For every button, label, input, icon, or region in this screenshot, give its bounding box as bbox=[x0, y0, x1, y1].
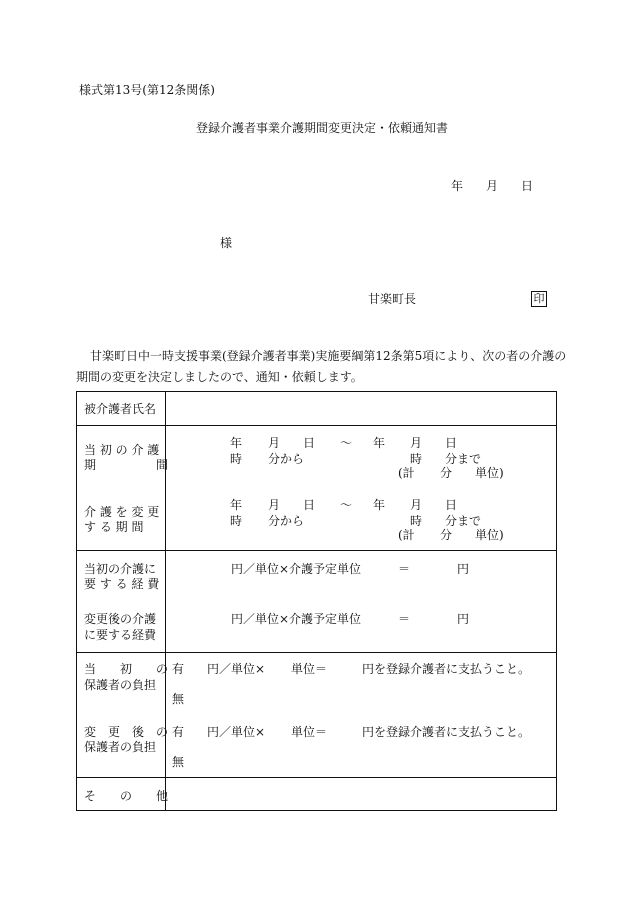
original-start-day: 日 bbox=[303, 436, 316, 450]
changed-period-label-1: 介 護 を 変 更 bbox=[84, 505, 160, 519]
original-end-year: 年 bbox=[373, 436, 386, 450]
original-burden-label-2: 保護者の負担 bbox=[84, 678, 157, 692]
table-row-divider bbox=[76, 652, 557, 653]
patient-name-label: 被介護者氏名 bbox=[84, 402, 157, 416]
other-label: そ の 他 bbox=[84, 789, 169, 803]
original-cost-formula: 円／単位×介護予定単位 bbox=[231, 562, 362, 576]
original-from-hour: 時 bbox=[230, 452, 243, 466]
original-burden-per-unit: 円／単位× bbox=[207, 662, 266, 676]
form-number: 様式第13号(第12条関係) bbox=[79, 83, 215, 97]
original-burden-no: 無 bbox=[172, 692, 185, 706]
original-total-open: (計 bbox=[398, 466, 415, 480]
changed-burden-label-2: 保護者の負担 bbox=[84, 740, 157, 754]
original-from-minute: 分から bbox=[268, 452, 305, 466]
document-title: 登録介護者事業介護期間変更決定・依頼通知書 bbox=[196, 121, 449, 135]
changed-cost-equals: ＝ bbox=[398, 612, 411, 626]
table-row-divider bbox=[76, 777, 557, 778]
original-start-year: 年 bbox=[230, 436, 243, 450]
changed-period-label-2: す る 期 間 bbox=[84, 520, 144, 534]
changed-burden-no: 無 bbox=[172, 755, 185, 769]
changed-end-month: 月 bbox=[410, 498, 423, 512]
body-text-line-1: 甘楽町日中一時支援事業(登録介護者事業)実施要綱第12条第5項により、次の者の介護の bbox=[90, 349, 567, 363]
changed-burden-per-unit: 円／単位× bbox=[207, 725, 266, 739]
original-burden-pay: 円を登録介護者に支払うこと。 bbox=[362, 662, 531, 676]
changed-total-open: (計 bbox=[398, 528, 415, 542]
changed-from-hour: 時 bbox=[230, 514, 243, 528]
changed-start-month: 月 bbox=[268, 498, 281, 512]
table-row-divider bbox=[76, 550, 557, 551]
changed-end-year: 年 bbox=[373, 498, 386, 512]
original-cost-equals: ＝ bbox=[398, 562, 411, 576]
changed-cost-label-2: に要する経費 bbox=[84, 628, 157, 642]
changed-end-day: 日 bbox=[445, 498, 458, 512]
changed-burden-units-eq: 単位＝ bbox=[291, 725, 328, 739]
changed-total-minute: 分 bbox=[440, 528, 453, 542]
original-start-month: 月 bbox=[268, 436, 281, 450]
changed-cost-formula: 円／単位×介護予定単位 bbox=[231, 612, 362, 626]
original-range-tilde: ～ bbox=[340, 436, 353, 450]
original-cost-label-2: 要 す る 経 費 bbox=[84, 577, 160, 591]
body-text-line-2: 期間の変更を決定しましたので、通知・依頼します。 bbox=[76, 370, 363, 384]
seal-mark: 印 bbox=[531, 291, 547, 307]
changed-to-hour: 時 bbox=[410, 514, 423, 528]
date-month: 月 bbox=[486, 179, 499, 193]
issuer-name: 甘楽町長 bbox=[368, 292, 417, 306]
original-cost-label-1: 当初の介護に bbox=[84, 562, 157, 576]
changed-burden-yes: 有 bbox=[172, 725, 185, 739]
changed-cost-label-1: 変更後の介護 bbox=[84, 612, 157, 626]
date-year: 年 bbox=[451, 179, 464, 193]
original-burden-label-1: 当 初 の bbox=[84, 662, 169, 676]
changed-from-minute: 分から bbox=[268, 514, 305, 528]
changed-to-minute: 分まで bbox=[445, 514, 482, 528]
table-row-divider bbox=[76, 425, 557, 426]
changed-burden-label-1: 変 更 後 の bbox=[84, 725, 169, 739]
addressee-suffix: 様 bbox=[220, 236, 233, 250]
original-period-label-2: 期 間 bbox=[84, 458, 169, 472]
original-to-hour: 時 bbox=[410, 452, 423, 466]
changed-start-year: 年 bbox=[230, 498, 243, 512]
changed-total-unit: 単位) bbox=[475, 528, 504, 542]
original-period-label-1: 当 初 の 介 護 bbox=[84, 443, 160, 457]
original-cost-yen: 円 bbox=[457, 562, 470, 576]
original-end-month: 月 bbox=[410, 436, 423, 450]
original-total-minute: 分 bbox=[440, 466, 453, 480]
original-burden-yes: 有 bbox=[172, 662, 185, 676]
table-column-divider bbox=[165, 391, 166, 811]
original-to-minute: 分まで bbox=[445, 452, 482, 466]
original-end-day: 日 bbox=[445, 436, 458, 450]
date-day: 日 bbox=[521, 179, 534, 193]
changed-burden-pay: 円を登録介護者に支払うこと。 bbox=[362, 725, 531, 739]
original-total-unit: 単位) bbox=[475, 466, 504, 480]
changed-range-tilde: ～ bbox=[340, 498, 353, 512]
changed-start-day: 日 bbox=[303, 498, 316, 512]
changed-cost-yen: 円 bbox=[457, 612, 470, 626]
original-burden-units-eq: 単位＝ bbox=[291, 662, 328, 676]
